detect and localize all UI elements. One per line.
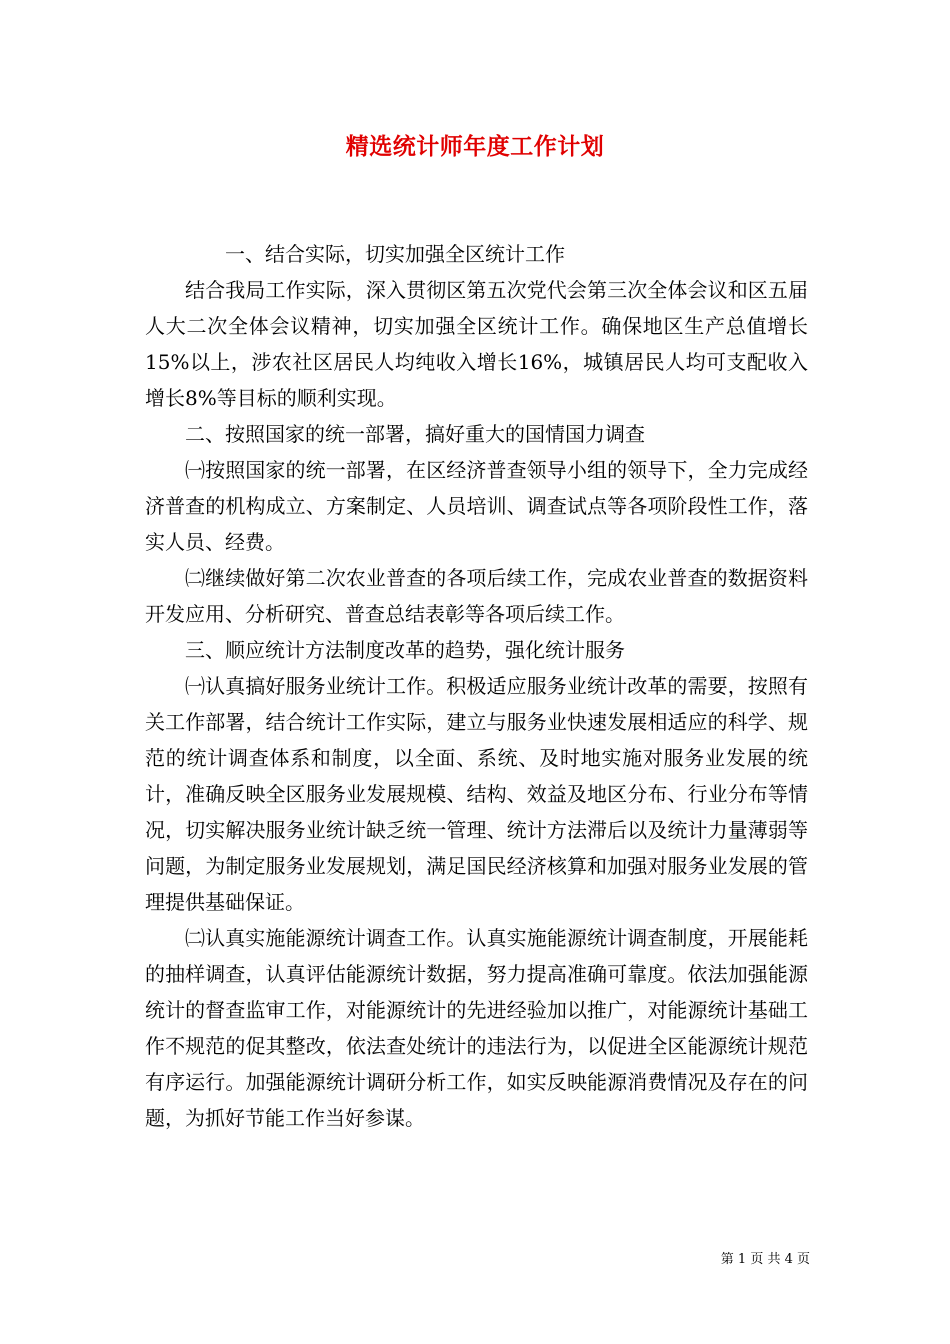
document-title: 精选统计师年度工作计划 [345,133,605,160]
paragraph-3-1: ㈠认真搞好服务业统计工作。积极适应服务业统计改革的需要，按照有关工作部署，结合统计工作实际，建立与服务业快速发展相适应的科学、规范的统计调查体系和制度，以全面、系统、及时地实施对服务业发展的统计，准确反映全区服务业发展规模、结构、效益及地区分布、行业分布等情况，切实解决服务业统计缺乏统一管理、统计方法滞后以及统计力量薄弱等问题，为制定服务业发展规划，满足国民经济核算和加强对服务业发展的管理提供基础保证。 [145,674,808,914]
section-heading-2: 二、按照国家的统一部署，搞好重大的国情国力调查 [185,422,645,446]
paragraph-2-2: ㈡继续做好第二次农业普查的各项后续工作，完成农业普查的数据资料开发应用、分析研究、普查总结表彰等各项后续工作。 [145,566,808,626]
page-number-footer: 第 1 页 共 4 页 [720,1252,810,1267]
paragraph-3-2: ㈡认真实施能源统计调查工作。认真实施能源统计调查制度，开展能耗的抽样调查，认真评估能源统计数据，努力提高准确可靠度。依法加强能源统计的督查监审工作，对能源统计的先进经验加以推广，对能源统计基础工作不规范的促其整改，依法查处统计的违法行为，以促进全区能源统计规范有序运行。加强能源统计调研分析工作，如实反映能源消费情况及存在的问题，为抓好节能工作当好参谋。 [145,926,808,1130]
document-body [145,236,808,1136]
paragraph-2-1: ㈠按照国家的统一部署，在区经济普查领导小组的领导下，全力完成经济普查的机构成立、方案制定、人员培训、调查试点等各项阶段性工作，落实人员、经费。 [145,458,808,554]
section-heading-3: 三、顺应统计方法制度改革的趋势，强化统计服务 [185,638,625,662]
paragraph-1: 结合我局工作实际，深入贯彻区第五次党代会第三次全体会议和区五届人大二次全体会议精神，切实加强全区统计工作。确保地区生产总值增长15%以上，涉农社区居民人均纯收入增长16%，城镇居民人均可支配收入增长8%等目标的顺利实现。 [145,278,808,410]
section-heading-1: 一、结合实际，切实加强全区统计工作 [225,242,565,266]
